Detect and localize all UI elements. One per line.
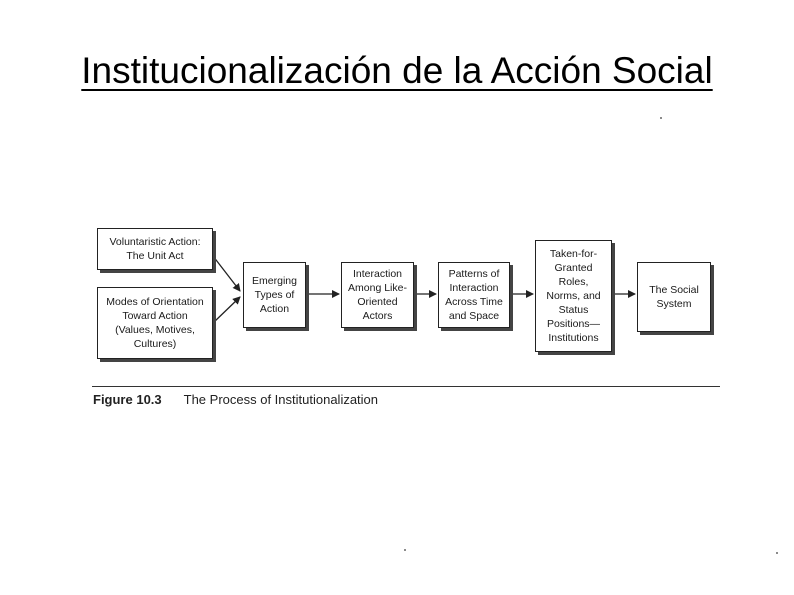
slide-title: Institucionalización de la Acción Social xyxy=(81,50,713,91)
figure-caption-text: The Process of Institutionalization xyxy=(183,392,379,407)
node-social-system: The Social System xyxy=(637,262,711,332)
node-interaction-among-actors: Interaction Among Like- Oriented Actors xyxy=(341,262,414,328)
node-modes-of-orientation: Modes of Orientation Toward Action (Values, Motives, Cultures) xyxy=(97,287,213,359)
figure-caption xyxy=(93,392,378,407)
scan-speck xyxy=(776,552,778,554)
arrow-modes-to-emerging xyxy=(213,297,240,323)
figure-number: Figure 10.3 xyxy=(93,392,162,407)
node-patterns-of-interaction: Patterns of Interaction Across Time and Space xyxy=(438,262,510,328)
node-emerging-types: Emerging Types of Action xyxy=(243,262,306,328)
scan-speck xyxy=(660,117,662,119)
node-institutions: Taken-for- Granted Roles, Norms, and Status Positions— Institutions xyxy=(535,240,612,352)
node-voluntaristic-action: Voluntaristic Action: The Unit Act xyxy=(97,228,213,270)
scan-speck xyxy=(404,549,406,551)
caption-rule xyxy=(92,386,720,387)
arrow-voluntaristic-to-emerging xyxy=(213,256,240,291)
